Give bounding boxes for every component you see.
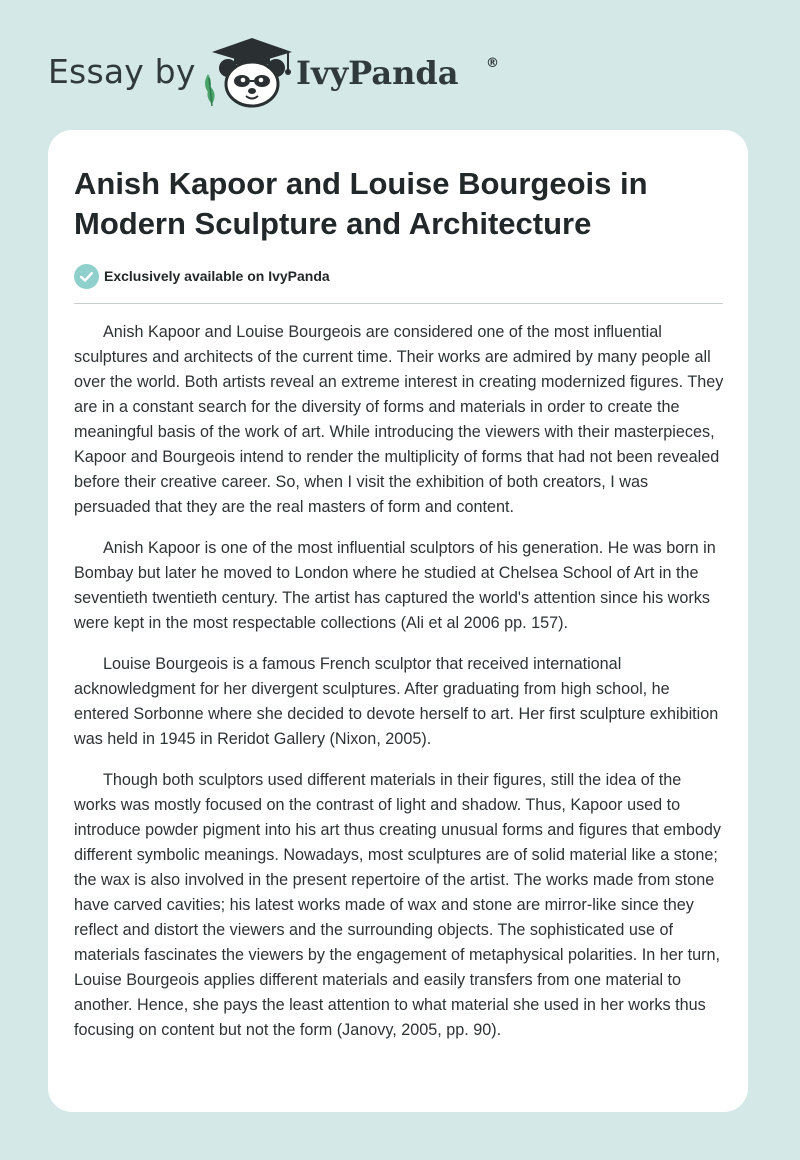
essay-card [48,130,748,1112]
paragraph: Louise Bourgeois is a famous French sculptor that received international acknowledgment for her divergent sculptures. After graduating from high school, he entered Sorbonne where she decided to devote herself to art. Her first sculpture exhibition was held in 1945 in Reridot Gallery (Nixon, 2005). [74,655,719,748]
registered-mark: ® [486,56,499,71]
page-title: Anish Kapoor and Louise Bourgeois in Modern Sculpture and Architecture [74,166,648,241]
panda-graduate-icon [200,34,300,110]
check-circle-icon [74,264,99,289]
site-header-logo[interactable] [48,30,508,110]
essay-body [74,320,726,1059]
paragraph: Anish Kapoor and Louise Bourgeois are considered one of the most influential sculptures and architects of the current time. Their works are admired by many people all over the world. Both artists reveal an extreme interest in creating modernized figures. They are in a constant search for the diversity of forms and materials in order to create the meaningful basis of the work of art. While introducing the viewers with their masterpieces, Kapoor and Bourgeois intend to render the multiplicity of forms that had not been revealed before their creative career. So, when I visit the exhibition of both creators, I was persuaded that they are the real masters of form and content. [74,323,724,516]
paragraph: Though both sculptors used different materials in their figures, still the idea of the works was mostly focused on the contrast of light and shadow. Thus, Kapoor used to introduce powder pigment into his art thus creating unusual forms and figures that embody different symbolic meanings. Nowadays, most sculptures are of solid material like a stone; the wax is also involved in the present repertoire of the artist. The works made from stone have carved cavities; his latest works made of wax and stone are mirror-like since they reflect and distort the viewers and the surrounding objects. The sophisticated use of materials fascinates the viewers by the engagement of metaphysical polarities. In her turn, Louise Bourgeois applies different materials and easily transfers from one material to another. Hence, she pays the least attention to what material she used in her works thus focusing on content but not the form (Janovy, 2005, pp. 90). [74,771,721,1039]
paragraph: Anish Kapoor is one of the most influential sculptors of his generation. He was born in Bombay but later he moved to London where he studied at Chelsea School of Art in the seventieth twentieth century. The artist has captured the world's attention since his works were kept in the most respectable collections (Ali et al 2006 pp. 157). [74,539,716,632]
brand-prefix: Essay by [48,52,196,91]
divider [74,303,723,304]
brand-name: IvyPanda [296,54,459,92]
exclusive-badge-label: Exclusively available on IvyPanda [104,268,330,284]
exclusive-badge [74,263,330,289]
